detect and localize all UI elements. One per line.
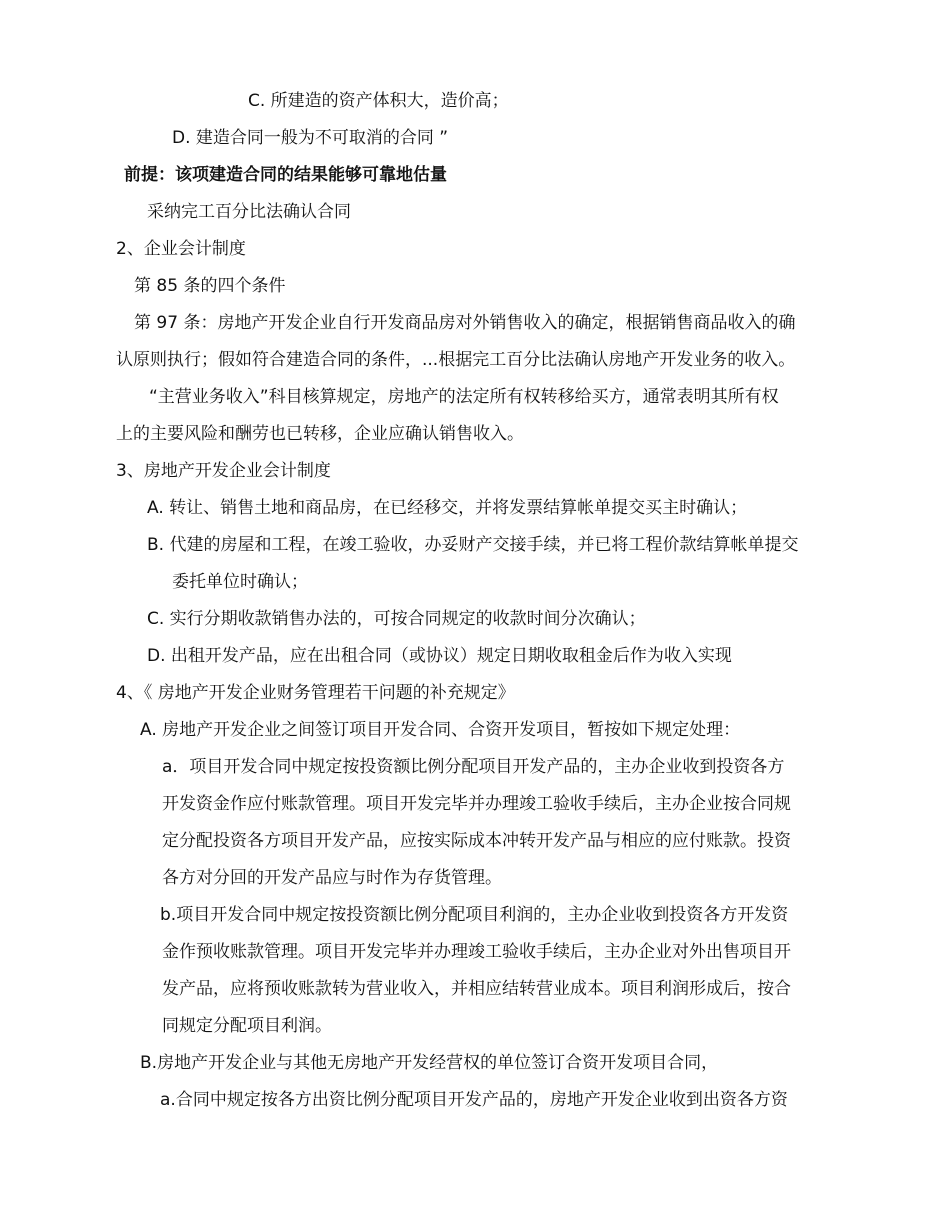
article-97-line-2: 认原则执行；假如符合建造合同的条件，...根据完工百分比法确认房地产开发业务的收入。 [116,350,796,370]
item-4a-b-line-3: 发产品，应将预收账款转为营业收入，并相应结转营业成本。项目利润形成后，按合 [162,979,791,999]
item-4a-b-line-2: 金作预收账款管理。项目开发完毕并办理竣工验收手续后，主办企业对外出售项目开 [162,942,791,962]
item-4a-a-line-4: 各方对分回的开发产品应与时作为存货管理。 [162,868,502,888]
article-85-line: 第 85 条的四个条件 [134,276,286,296]
section-3-heading: 3、房地产开发企业会计制度 [116,461,331,481]
main-revenue-line-1: “主营业务收入”科目核算规定，房地产的法定所有权转移给买方，通常表明其所有权 [149,387,779,407]
percentage-method-line: 采纳完工百分比法确认合同 [147,202,351,222]
item-d-non-cancellable: D. 建造合同一般为不可取消的合同 ” [172,128,449,148]
item-4a-b-line-1: b.项目开发合同中规定按投资额比例分配项目利润的，主办企业收到投资各方开发资 [160,905,789,925]
item-4a-b-line-4: 同规定分配项目利润。 [162,1016,332,1036]
item-4a-a-line-2: 开发资金作应付账款管理。项目开发完毕并办理竣工验收手续后，主办企业按合同规 [162,794,791,814]
article-97-line-1: 第 97 条：房地产开发企业自行开发商品房对外销售收入的确定，根据销售商品收入的确 [134,313,796,333]
item-3d: D. 出租开发产品，应在出租合同（或协议）规定日期收取租金后作为收入实现 [147,646,732,666]
item-3a: A. 转让、销售土地和商品房，在已经移交，并将发票结算帐单提交买主时确认； [147,498,748,518]
item-3b-line-1: B. 代建的房屋和工程，在竣工验收，办妥财产交接手续，并已将工程价款结算帐单提交 [147,535,799,555]
item-c-asset-volume: C. 所建造的资产体积大，造价高； [248,91,509,111]
item-4a-heading: A. 房地产开发企业之间签订项目开发合同、合资开发项目，暂按如下规定处理： [140,720,741,740]
item-4a-a-line-1: a．项目开发合同中规定按投资额比例分配项目开发产品的，主办企业收到投资各方 [162,757,785,777]
item-3b-line-2: 委托单位时确认； [172,572,308,592]
section-2-heading: 2、企业会计制度 [116,239,246,259]
main-revenue-line-2: 上的主要风险和酬劳也已转移，企业应确认销售收入。 [116,424,524,444]
section-4-heading: 4、《 房地产开发企业财务管理若干问题的补充规定》 [116,683,515,703]
item-4a-a-line-3: 定分配投资各方项目开发产品，应按实际成本冲转开发产品与相应的应付账款。投资 [162,831,791,851]
item-4b-heading: B.房地产开发企业与其他无房地产开发经营权的单位签订合资开发项目合同， [140,1053,719,1073]
item-3c: C. 实行分期收款销售办法的，可按合同规定的收款时间分次确认； [147,609,646,629]
item-4b-a-line-1: a.合同中规定按各方出资比例分配项目开发产品的，房地产开发企业收到出资各方资 [160,1090,788,1110]
premise-heading: 前提：该项建造合同的结果能够可靠地估量 [124,165,447,185]
